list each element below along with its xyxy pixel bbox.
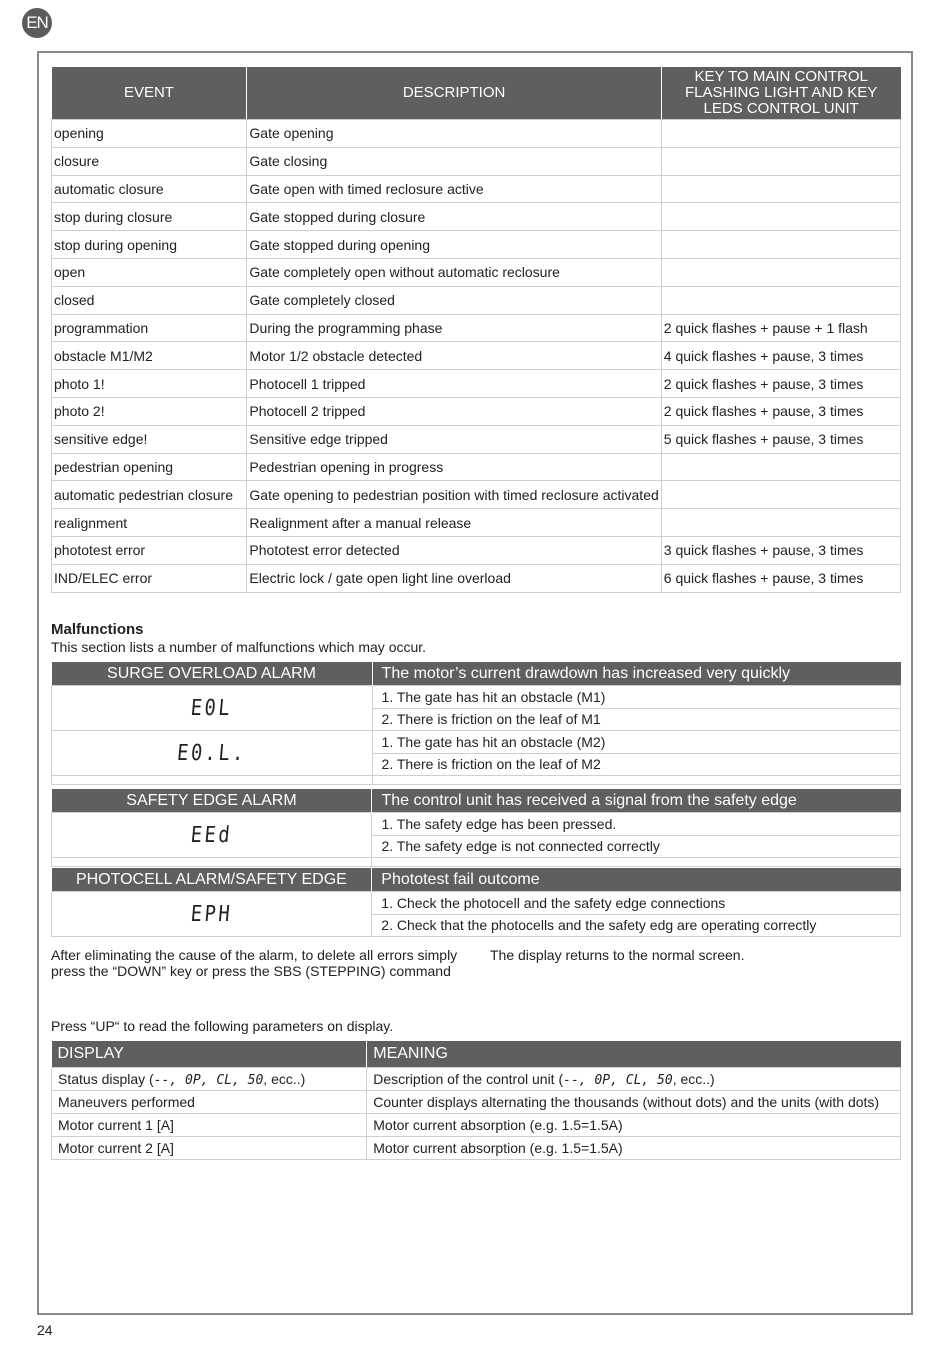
key-cell: 2 quick flashes + pause, 3 times [661,397,900,425]
key-cell [661,481,900,509]
meaning-cell: Counter displays alternating the thousands (without dots) and the units (with dots) [367,1091,901,1114]
table-row [52,370,901,398]
key-cell [661,120,900,148]
description-cell: Gate completely closed [247,286,661,314]
key-cell [661,509,900,537]
meaning-column-header: MEANING [367,1041,901,1068]
spacer-cell [52,858,372,867]
key-cell: 2 quick flashes + pause, 3 times [661,370,900,398]
description-cell: Photocell 1 tripped [247,370,661,398]
description-cell: Sensitive edge tripped [247,425,661,453]
event-cell: photo 1! [52,370,247,398]
safety-edge-alarm-table [51,789,901,867]
description-cell: Gate open with timed reclosure active [247,175,661,203]
description-cell: Motor 1/2 obstacle detected [247,342,661,370]
description-cell: Gate stopped during closure [247,203,661,231]
cause-item: 1. The gate has hit an obstacle (M1) [372,686,900,709]
table-row [52,203,901,231]
event-cell: stop during opening [52,231,247,259]
key-cell [661,453,900,481]
surge-alarm-desc: The motor’s current drawdown has increased very quickly [372,662,900,686]
spacer-cell [52,776,373,785]
event-cell: programmation [52,314,247,342]
table-row [52,1137,901,1160]
table-row [52,1068,901,1091]
error-code-eph: EPH [52,892,372,937]
table-row [52,1114,901,1137]
event-table [51,67,901,593]
status-codes: --, 0P, CL, 50 [153,1072,264,1088]
event-cell: opening [52,120,247,148]
description-cell: During the programming phase [247,314,661,342]
table-row [52,397,901,425]
cause-item: 2. The safety edge is not connected correctly [372,835,901,858]
display-cell: Motor current 2 [A] [52,1137,367,1160]
cause-item: 2. There is friction on the leaf of M2 [372,753,900,776]
description-cell: Phototest error detected [247,536,661,564]
key-cell [661,147,900,175]
status-codes: --, 0P, CL, 50 [563,1072,673,1088]
key-cell [661,286,900,314]
description-cell: Gate opening to pedestrian position with timed reclosure activated [247,481,661,509]
key-cell [661,175,900,203]
malfunctions-title: Malfunctions [51,621,144,638]
description-cell: Photocell 2 tripped [247,397,661,425]
photocell-alarm-name: PHOTOCELL ALARM/SAFETY EDGE [52,868,372,892]
event-cell: photo 2! [52,397,247,425]
description-cell: Gate completely open without automatic reclosure [247,258,661,286]
table-row [52,509,901,537]
key-cell [661,258,900,286]
key-cell: 2 quick flashes + pause + 1 flash [661,314,900,342]
description-cell: Gate stopped during opening [247,231,661,259]
table-row [52,536,901,564]
event-table-header [52,67,901,120]
press-up-instruction: Press “UP“ to read the following parameters on display. [51,1018,394,1034]
status-meaning-cell: Description of the control unit (--, 0P, CL, 50, ecc..) [367,1068,901,1091]
key-cell: 3 quick flashes + pause, 3 times [661,536,900,564]
surge-alarm-table [51,662,901,785]
cause-item: 1. The safety edge has been pressed. [372,813,901,836]
language-badge: EN [22,8,52,38]
cause-item: 1. Check the photocell and the safety edge connections [372,892,901,915]
cause-item: 2. There is friction on the leaf of M1 [372,708,900,731]
event-cell: phototest error [52,536,247,564]
event-cell: IND/ELEC error [52,564,247,592]
event-cell: closure [52,147,247,175]
table-row [52,425,901,453]
reset-instructions: After eliminating the cause of the alarm, to delete all errors simply press the “DOWN” key or press the SBS (STEPPING) command [51,947,458,979]
photocell-alarm-table [51,868,901,937]
event-cell: pedestrian opening [52,453,247,481]
description-cell: Pedestrian opening in progress [247,453,661,481]
event-cell: obstacle M1/M2 [52,342,247,370]
cause-item: 1. The gate has hit an obstacle (M2) [372,731,900,754]
description-cell: Gate opening [247,120,661,148]
key-column-header: KEY TO MAIN CONTROL FLASHING LIGHT AND KEY LEDS CONTROL UNIT [661,67,900,120]
key-cell: 5 quick flashes + pause, 3 times [661,425,900,453]
event-cell: stop during closure [52,203,247,231]
surge-alarm-name: SURGE OVERLOAD ALARM [52,662,373,686]
event-cell: closed [52,286,247,314]
event-cell: sensitive edge! [52,425,247,453]
description-column-header: DESCRIPTION [247,67,661,120]
table-row [52,314,901,342]
event-cell: realignment [52,509,247,537]
table-row [52,175,901,203]
display-cell: Motor current 1 [A] [52,1114,367,1137]
event-cell: automatic closure [52,175,247,203]
meaning-cell: Motor current absorption (e.g. 1.5=1.5A) [367,1137,901,1160]
photocell-alarm-desc: Phototest fail outcome [372,868,901,892]
malfunctions-intro: This section lists a number of malfunctions which may occur. [51,639,427,655]
spacer-cell [372,858,901,867]
spacer-cell [372,776,900,785]
table-row [52,286,901,314]
table-row [52,481,901,509]
key-cell: 6 quick flashes + pause, 3 times [661,564,900,592]
key-cell [661,231,900,259]
reset-result: The display returns to the normal screen. [490,947,745,963]
safety-alarm-name: SAFETY EDGE ALARM [52,789,372,813]
table-row [52,453,901,481]
table-row [52,231,901,259]
description-cell: Gate closing [247,147,661,175]
table-row [52,564,901,592]
description-cell: Realignment after a manual release [247,509,661,537]
error-code-e0l-dots: E0.L. [52,731,373,776]
table-row [52,147,901,175]
error-code-eed: EEd [52,813,372,858]
table-row [52,120,901,148]
event-cell: automatic pedestrian closure [52,481,247,509]
safety-alarm-desc: The control unit has received a signal from the safety edge [372,789,901,813]
cause-item: 2. Check that the photocells and the safety edg are operating correctly [372,914,901,937]
status-display-cell: Status display (--, 0P, CL, 50, ecc..) [52,1068,367,1091]
event-cell: open [52,258,247,286]
table-row [52,258,901,286]
display-column-header: DISPLAY [52,1041,367,1068]
table-row [52,342,901,370]
table-row [52,1091,901,1114]
error-code-e0l: E0L [52,686,373,731]
key-cell [661,203,900,231]
meaning-cell: Motor current absorption (e.g. 1.5=1.5A) [367,1114,901,1137]
page-number: 24 [37,1322,53,1338]
description-cell: Electric lock / gate open light line overload [247,564,661,592]
event-column-header: EVENT [52,67,247,120]
display-cell: Maneuvers performed [52,1091,367,1114]
display-parameters-table [51,1041,901,1160]
key-cell: 4 quick flashes + pause, 3 times [661,342,900,370]
